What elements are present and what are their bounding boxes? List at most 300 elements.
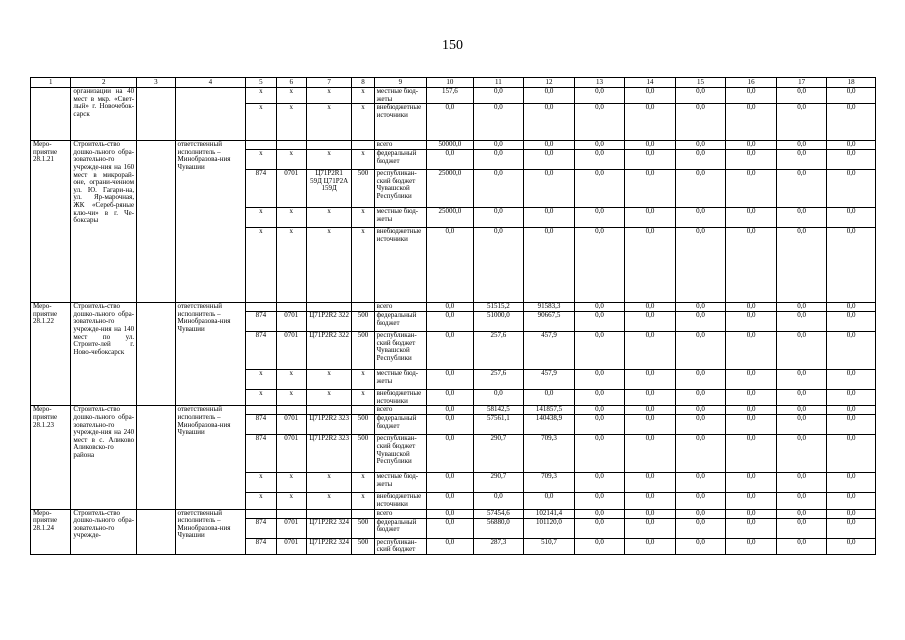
amount-cell: 0,0 xyxy=(427,415,473,435)
expense-type-cell: x xyxy=(352,493,374,509)
expense-type-cell: x xyxy=(352,390,374,406)
budget-table xyxy=(30,77,876,555)
amount-cell: 0,0 xyxy=(625,493,676,509)
funding-source-cell: всего xyxy=(374,509,427,518)
amount-cell: 0,0 xyxy=(827,228,876,303)
amount-cell: 0,0 xyxy=(675,493,726,509)
funding-source-cell: внебюджетные источники xyxy=(374,228,427,303)
amount-cell: 0,0 xyxy=(427,435,473,473)
amount-cell: 0,0 xyxy=(574,332,625,370)
amount-cell: 290,7 xyxy=(473,435,524,473)
amount-cell: 0,0 xyxy=(827,538,876,554)
amount-cell: 457,9 xyxy=(524,332,575,370)
amount-cell: 0,0 xyxy=(574,493,625,509)
amount-cell: 0,0 xyxy=(675,406,726,415)
amount-cell: 0,0 xyxy=(625,312,676,332)
amount-cell: 0,0 xyxy=(776,493,827,509)
amount-cell: 0,0 xyxy=(776,370,827,390)
amount-cell: 0,0 xyxy=(625,104,676,141)
section-code-cell: 0701 xyxy=(276,518,306,538)
table-row xyxy=(31,509,876,518)
expense-type-cell: 500 xyxy=(352,435,374,473)
funding-source-cell: федеральный бюджет xyxy=(374,415,427,435)
amount-cell: 0,0 xyxy=(574,370,625,390)
responsible-executor-cell: ответственный исполнитель – Минобразова-ния Чувашии xyxy=(175,509,246,554)
amount-cell: 0,0 xyxy=(726,390,777,406)
amount-cell: 0,0 xyxy=(427,370,473,390)
amount-cell: 0,0 xyxy=(827,509,876,518)
amount-cell: 0,0 xyxy=(427,332,473,370)
amount-cell: 709,3 xyxy=(524,435,575,473)
grbs-code-cell xyxy=(246,509,276,518)
column-header-1: 1 xyxy=(31,78,71,88)
column-header-8: 8 xyxy=(352,78,374,88)
amount-cell: 0,0 xyxy=(675,332,726,370)
amount-cell: 0,0 xyxy=(473,208,524,228)
column-header-5: 5 xyxy=(246,78,276,88)
amount-cell: 0,0 xyxy=(427,509,473,518)
column-header-16: 16 xyxy=(726,78,777,88)
empty-cell xyxy=(137,88,175,141)
amount-cell: 0,0 xyxy=(625,415,676,435)
section-code-cell: x xyxy=(276,150,306,170)
amount-cell: 0,0 xyxy=(827,170,876,208)
funding-source-cell: федеральный бюджет xyxy=(374,150,427,170)
grbs-code-cell: 874 xyxy=(246,312,276,332)
amount-cell: 0,0 xyxy=(574,150,625,170)
amount-cell: 457,9 xyxy=(524,370,575,390)
amount-cell: 0,0 xyxy=(726,370,777,390)
grbs-code-cell: x xyxy=(246,150,276,170)
section-code-cell xyxy=(276,406,306,415)
amount-cell: 0,0 xyxy=(726,493,777,509)
target-article-cell: x xyxy=(306,88,351,104)
amount-cell: 0,0 xyxy=(827,518,876,538)
funding-source-cell: внебюджетные источники xyxy=(374,390,427,406)
amount-cell: 0,0 xyxy=(776,406,827,415)
event-code-cell: Меро-приятие 28.1.24 xyxy=(31,509,71,554)
amount-cell: 57561,1 xyxy=(473,415,524,435)
target-article-cell: Ц71P2R2 322 xyxy=(306,332,351,370)
amount-cell: 0,0 xyxy=(625,208,676,228)
amount-cell: 57454,6 xyxy=(473,509,524,518)
amount-cell: 0,0 xyxy=(524,141,575,150)
column-header-15: 15 xyxy=(675,78,726,88)
amount-cell: 0,0 xyxy=(776,415,827,435)
target-article-cell: x xyxy=(306,390,351,406)
event-name-cell: Строитель-ство дошко-льного обра-зовательно-го учрежде-ния на 140 мест по ул. Строите-лей г. Ново-чебоксарск xyxy=(71,303,137,406)
amount-cell: 0,0 xyxy=(675,538,726,554)
funding-source-cell: федеральный бюджет xyxy=(374,518,427,538)
amount-cell: 0,0 xyxy=(675,312,726,332)
amount-cell: 0,0 xyxy=(776,104,827,141)
amount-cell: 0,0 xyxy=(726,473,777,493)
amount-cell: 141857,5 xyxy=(524,406,575,415)
amount-cell: 0,0 xyxy=(524,150,575,170)
amount-cell: 0,0 xyxy=(427,538,473,554)
column-header-17: 17 xyxy=(776,78,827,88)
table-row xyxy=(31,141,876,150)
event-code-cell xyxy=(31,88,71,141)
section-code-cell: x xyxy=(276,370,306,390)
funding-source-cell: республикан-ский бюджет Чувашской Республики xyxy=(374,435,427,473)
amount-cell: 50000,0 xyxy=(427,141,473,150)
column-header-3: 3 xyxy=(137,78,175,88)
amount-cell: 0,0 xyxy=(827,303,876,312)
page-number: 150 xyxy=(442,38,463,53)
column-header-2: 2 xyxy=(71,78,137,88)
amount-cell: 25000,0 xyxy=(427,170,473,208)
target-article-cell: Ц71P2R1 59Д Ц71P2A 159Д xyxy=(306,170,351,208)
funding-source-cell: всего xyxy=(374,141,427,150)
amount-cell: 0,0 xyxy=(827,208,876,228)
amount-cell: 0,0 xyxy=(625,390,676,406)
column-header-7: 7 xyxy=(306,78,351,88)
amount-cell: 0,0 xyxy=(427,150,473,170)
column-header-10: 10 xyxy=(427,78,473,88)
amount-cell: 0,0 xyxy=(726,312,777,332)
amount-cell: 90667,5 xyxy=(524,312,575,332)
section-code-cell: 0701 xyxy=(276,538,306,554)
empty-cell xyxy=(137,509,175,554)
amount-cell: 0,0 xyxy=(574,208,625,228)
section-code-cell: 0701 xyxy=(276,332,306,370)
amount-cell: 0,0 xyxy=(675,104,726,141)
event-name-cell: Строитель-ство дошко-льного обра-зовательно-го учрежде- xyxy=(71,509,137,554)
amount-cell: 0,0 xyxy=(726,228,777,303)
amount-cell: 0,0 xyxy=(675,141,726,150)
amount-cell: 510,7 xyxy=(524,538,575,554)
funding-source-cell: республикан-ский бюджет Чувашской Республики xyxy=(374,170,427,208)
amount-cell: 0,0 xyxy=(675,370,726,390)
funding-source-cell: местные бюд-жеты xyxy=(374,208,427,228)
expense-type-cell: 500 xyxy=(352,312,374,332)
header-row xyxy=(31,78,876,88)
target-article-cell: x xyxy=(306,228,351,303)
amount-cell: 0,0 xyxy=(574,170,625,208)
target-article-cell: Ц71P2R2 323 xyxy=(306,415,351,435)
amount-cell: 0,0 xyxy=(776,509,827,518)
amount-cell: 0,0 xyxy=(473,493,524,509)
amount-cell: 0,0 xyxy=(726,170,777,208)
expense-type-cell: x xyxy=(352,473,374,493)
amount-cell: 0,0 xyxy=(726,150,777,170)
amount-cell: 0,0 xyxy=(473,390,524,406)
grbs-code-cell: x xyxy=(246,104,276,141)
expense-type-cell: 500 xyxy=(352,170,374,208)
amount-cell: 0,0 xyxy=(427,406,473,415)
expense-type-cell: x xyxy=(352,104,374,141)
amount-cell: 0,0 xyxy=(675,435,726,473)
amount-cell: 102141,4 xyxy=(524,509,575,518)
column-header-18: 18 xyxy=(827,78,876,88)
section-code-cell: x xyxy=(276,104,306,141)
amount-cell: 0,0 xyxy=(776,518,827,538)
grbs-code-cell: 874 xyxy=(246,415,276,435)
amount-cell: 0,0 xyxy=(427,104,473,141)
amount-cell: 0,0 xyxy=(524,228,575,303)
amount-cell: 0,0 xyxy=(675,518,726,538)
amount-cell: 257,6 xyxy=(473,370,524,390)
section-code-cell: x xyxy=(276,208,306,228)
target-article-cell xyxy=(306,509,351,518)
amount-cell: 0,0 xyxy=(726,104,777,141)
amount-cell: 0,0 xyxy=(827,473,876,493)
amount-cell: 0,0 xyxy=(473,228,524,303)
budget-table-container xyxy=(30,77,876,555)
amount-cell: 0,0 xyxy=(726,435,777,473)
funding-source-cell: федеральный бюджет xyxy=(374,312,427,332)
amount-cell: 0,0 xyxy=(827,415,876,435)
section-code-cell: 0701 xyxy=(276,435,306,473)
amount-cell: 0,0 xyxy=(427,473,473,493)
amount-cell: 0,0 xyxy=(574,473,625,493)
amount-cell: 0,0 xyxy=(427,303,473,312)
section-code-cell xyxy=(276,141,306,150)
amount-cell: 0,0 xyxy=(524,208,575,228)
amount-cell: 0,0 xyxy=(524,104,575,141)
expense-type-cell xyxy=(352,406,374,415)
amount-cell: 0,0 xyxy=(726,538,777,554)
expense-type-cell: 500 xyxy=(352,518,374,538)
amount-cell: 0,0 xyxy=(827,104,876,141)
responsible-executor-cell xyxy=(175,88,246,141)
amount-cell: 0,0 xyxy=(827,332,876,370)
column-header-14: 14 xyxy=(625,78,676,88)
amount-cell: 25000,0 xyxy=(427,208,473,228)
amount-cell: 0,0 xyxy=(726,415,777,435)
target-article-cell xyxy=(306,406,351,415)
grbs-code-cell: x xyxy=(246,390,276,406)
amount-cell: 290,7 xyxy=(473,473,524,493)
amount-cell: 0,0 xyxy=(827,370,876,390)
grbs-code-cell: x xyxy=(246,228,276,303)
amount-cell: 0,0 xyxy=(427,228,473,303)
amount-cell: 0,0 xyxy=(776,150,827,170)
amount-cell: 0,0 xyxy=(625,141,676,150)
amount-cell: 0,0 xyxy=(776,228,827,303)
section-code-cell: x xyxy=(276,228,306,303)
amount-cell: 0,0 xyxy=(675,88,726,104)
empty-cell xyxy=(137,303,175,406)
event-code-cell: Меро-приятие 28.1.23 xyxy=(31,406,71,509)
expense-type-cell: x xyxy=(352,208,374,228)
amount-cell: 0,0 xyxy=(625,406,676,415)
event-name-cell: организации на 40 мест в мкр. «Свет-лый» г. Новочебок-сарск xyxy=(71,88,137,141)
funding-source-cell: местные бюд-жеты xyxy=(374,88,427,104)
section-code-cell xyxy=(276,509,306,518)
amount-cell: 0,0 xyxy=(675,228,726,303)
amount-cell: 709,3 xyxy=(524,473,575,493)
amount-cell: 0,0 xyxy=(726,509,777,518)
event-code-cell: Меро-приятие 28.1.21 xyxy=(31,141,71,303)
expense-type-cell: x xyxy=(352,228,374,303)
amount-cell: 0,0 xyxy=(726,303,777,312)
grbs-code-cell: x xyxy=(246,493,276,509)
amount-cell: 0,0 xyxy=(574,518,625,538)
amount-cell: 287,3 xyxy=(473,538,524,554)
table-row xyxy=(31,406,876,415)
amount-cell: 0,0 xyxy=(574,312,625,332)
target-article-cell: Ц71P2R2 324 xyxy=(306,538,351,554)
amount-cell: 0,0 xyxy=(524,170,575,208)
amount-cell: 0,0 xyxy=(625,303,676,312)
amount-cell: 0,0 xyxy=(574,104,625,141)
grbs-code-cell: x xyxy=(246,473,276,493)
expense-type-cell: x xyxy=(352,150,374,170)
amount-cell: 0,0 xyxy=(625,88,676,104)
grbs-code-cell: 874 xyxy=(246,332,276,370)
amount-cell: 0,0 xyxy=(675,208,726,228)
grbs-code-cell: 874 xyxy=(246,518,276,538)
amount-cell: 0,0 xyxy=(625,370,676,390)
amount-cell: 0,0 xyxy=(574,141,625,150)
expense-type-cell xyxy=(352,303,374,312)
target-article-cell: Ц71P2R2 323 xyxy=(306,435,351,473)
amount-cell: 0,0 xyxy=(776,141,827,150)
target-article-cell: Ц71P2R2 322 xyxy=(306,312,351,332)
expense-type-cell: 500 xyxy=(352,415,374,435)
amount-cell: 0,0 xyxy=(776,390,827,406)
amount-cell: 0,0 xyxy=(827,88,876,104)
amount-cell: 0,0 xyxy=(776,332,827,370)
responsible-executor-cell: ответственный исполнитель – Минобразова-ния Чувашии xyxy=(175,406,246,509)
funding-source-cell: внебюджетные источники xyxy=(374,104,427,141)
amount-cell: 0,0 xyxy=(675,303,726,312)
table-row xyxy=(31,303,876,312)
amount-cell: 0,0 xyxy=(776,208,827,228)
grbs-code-cell: x xyxy=(246,88,276,104)
amount-cell: 0,0 xyxy=(574,509,625,518)
event-name-cell: Строитель-ство дошко-льного обра-зовательно-го учрежде-ния на 240 мест в с. Аликово Аликовско-го района xyxy=(71,406,137,509)
expense-type-cell xyxy=(352,141,374,150)
amount-cell: 0,0 xyxy=(524,493,575,509)
expense-type-cell: 500 xyxy=(352,332,374,370)
grbs-code-cell: x xyxy=(246,370,276,390)
amount-cell: 0,0 xyxy=(427,493,473,509)
amount-cell: 0,0 xyxy=(427,312,473,332)
table-body xyxy=(31,88,876,555)
amount-cell: 0,0 xyxy=(675,415,726,435)
amount-cell: 0,0 xyxy=(675,390,726,406)
amount-cell: 0,0 xyxy=(574,228,625,303)
grbs-code-cell xyxy=(246,141,276,150)
target-article-cell: x xyxy=(306,104,351,141)
expense-type-cell: x xyxy=(352,88,374,104)
amount-cell: 51000,0 xyxy=(473,312,524,332)
column-header-11: 11 xyxy=(473,78,524,88)
empty-cell xyxy=(137,406,175,509)
expense-type-cell: 500 xyxy=(352,538,374,554)
amount-cell: 0,0 xyxy=(473,150,524,170)
amount-cell: 0,0 xyxy=(776,435,827,473)
amount-cell: 0,0 xyxy=(625,150,676,170)
funding-source-cell: всего xyxy=(374,303,427,312)
target-article-cell: x xyxy=(306,370,351,390)
amount-cell: 0,0 xyxy=(776,170,827,208)
amount-cell: 0,0 xyxy=(827,390,876,406)
column-header-12: 12 xyxy=(524,78,575,88)
target-article-cell: Ц71P2R2 324 xyxy=(306,518,351,538)
amount-cell: 0,0 xyxy=(524,390,575,406)
amount-cell: 0,0 xyxy=(776,312,827,332)
event-name-cell: Строитель-ство дошко-льного обра-зовательно-го учрежде-ния на 160 мест в микрорай-оне, ограни-ченном ул. Ю. Гагари-на, ул. Яр-марочная, ЖК «Сереб-ряные клю-чи» в г. Че-боксары xyxy=(71,141,137,303)
amount-cell: 101120,0 xyxy=(524,518,575,538)
amount-cell: 0,0 xyxy=(675,509,726,518)
amount-cell: 0,0 xyxy=(827,406,876,415)
target-article-cell: x xyxy=(306,208,351,228)
amount-cell: 0,0 xyxy=(574,88,625,104)
funding-source-cell: местные бюд-жеты xyxy=(374,473,427,493)
event-code-cell: Меро-приятие 28.1.22 xyxy=(31,303,71,406)
empty-cell xyxy=(137,141,175,303)
amount-cell: 0,0 xyxy=(625,228,676,303)
amount-cell: 0,0 xyxy=(776,473,827,493)
amount-cell: 0,0 xyxy=(776,88,827,104)
amount-cell: 51515,2 xyxy=(473,303,524,312)
expense-type-cell: x xyxy=(352,370,374,390)
responsible-executor-cell: ответственный исполнитель – Минобразова-ния Чувашии xyxy=(175,303,246,406)
amount-cell: 0,0 xyxy=(625,170,676,208)
grbs-code-cell: 874 xyxy=(246,170,276,208)
amount-cell: 56880,0 xyxy=(473,518,524,538)
expense-type-cell xyxy=(352,509,374,518)
responsible-executor-cell: ответственный исполнитель – Минобразова-ния Чувашии xyxy=(175,141,246,303)
amount-cell: 0,0 xyxy=(574,435,625,473)
amount-cell: 0,0 xyxy=(625,473,676,493)
amount-cell: 0,0 xyxy=(427,390,473,406)
amount-cell: 0,0 xyxy=(625,435,676,473)
section-code-cell: x xyxy=(276,88,306,104)
section-code-cell: 0701 xyxy=(276,170,306,208)
grbs-code-cell: x xyxy=(246,208,276,228)
funding-source-cell: республикан-ский бюджет xyxy=(374,538,427,554)
grbs-code-cell xyxy=(246,303,276,312)
amount-cell: 91583,3 xyxy=(524,303,575,312)
amount-cell: 0,0 xyxy=(524,88,575,104)
funding-source-cell: республикан-ский бюджет Чувашской Республики xyxy=(374,332,427,370)
amount-cell: 0,0 xyxy=(675,150,726,170)
amount-cell: 0,0 xyxy=(574,415,625,435)
amount-cell: 0,0 xyxy=(473,170,524,208)
amount-cell: 0,0 xyxy=(776,303,827,312)
amount-cell: 0,0 xyxy=(827,312,876,332)
amount-cell: 0,0 xyxy=(726,208,777,228)
target-article-cell xyxy=(306,303,351,312)
grbs-code-cell xyxy=(246,406,276,415)
column-header-13: 13 xyxy=(574,78,625,88)
section-code-cell: x xyxy=(276,390,306,406)
amount-cell: 0,0 xyxy=(574,406,625,415)
funding-source-cell: внебюджетные источники xyxy=(374,493,427,509)
amount-cell: 0,0 xyxy=(776,538,827,554)
amount-cell: 0,0 xyxy=(625,518,676,538)
funding-source-cell: местные бюд-жеты xyxy=(374,370,427,390)
section-code-cell: 0701 xyxy=(276,415,306,435)
amount-cell: 0,0 xyxy=(726,518,777,538)
amount-cell: 0,0 xyxy=(827,150,876,170)
target-article-cell: x xyxy=(306,150,351,170)
amount-cell: 0,0 xyxy=(625,538,676,554)
section-code-cell: x xyxy=(276,473,306,493)
section-code-cell xyxy=(276,303,306,312)
amount-cell: 0,0 xyxy=(726,141,777,150)
amount-cell: 0,0 xyxy=(574,303,625,312)
amount-cell: 0,0 xyxy=(625,332,676,370)
amount-cell: 0,0 xyxy=(827,141,876,150)
amount-cell: 0,0 xyxy=(726,88,777,104)
grbs-code-cell: 874 xyxy=(246,538,276,554)
